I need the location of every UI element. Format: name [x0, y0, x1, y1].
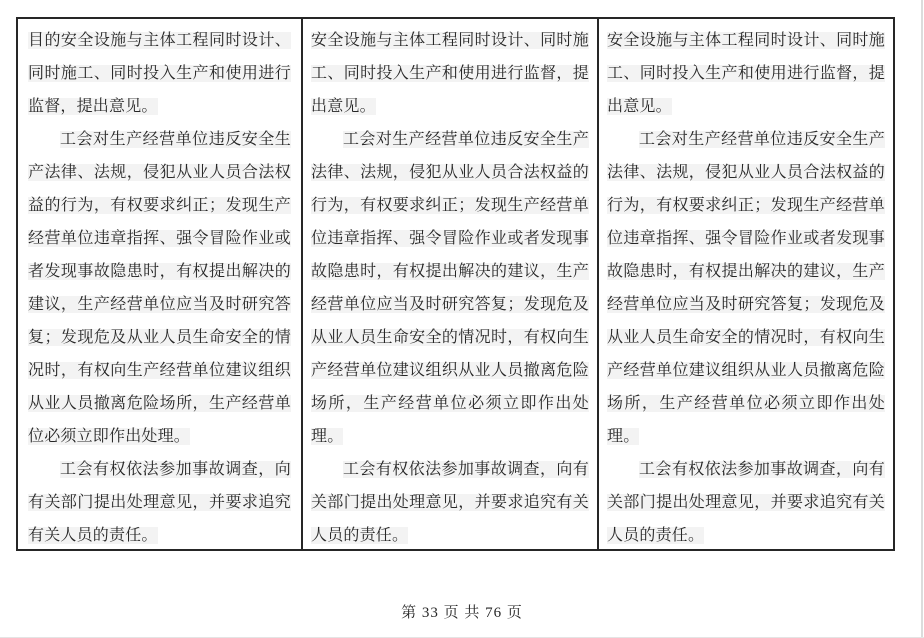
page-number-text: 第 33 页 共 76 页: [401, 605, 523, 621]
paragraph: [311, 123, 589, 453]
paragraph: [28, 453, 291, 549]
paragraph: [607, 24, 885, 123]
paragraph-text: 工会有权依法参加事故调查，向有关部门提出处理意见，并要求追究有关人员的责任。: [28, 461, 291, 544]
paragraph-text: 安全设施与主体工程同时设计、同时施工、同时投入生产和使用进行监督，提出意见。: [607, 32, 885, 115]
page-footer: [0, 601, 924, 622]
table-cell-right: [597, 19, 893, 549]
paragraph-text: 工会对生产经营单位违反安全生产法律、法规，侵犯从业人员合法权益的行为，有权要求纠正；发现生产经营单位违章指挥、强令冒险作业或者发现事故隐患时，有权提出解决的建议，生产经营单位应当及时研究答复；发现危及从业人员生命安全的情况时，有权向生产经营单位建议组织从业人员撤离危险场所，生产经营单位必须立即作出处理。: [28, 131, 291, 445]
paragraph: [28, 123, 291, 453]
paragraph: [28, 24, 291, 123]
paragraph-text: 工会对生产经营单位违反安全生产法律、法规，侵犯从业人员合法权益的行为，有权要求纠正；发现生产经营单位违章指挥、强令冒险作业或者发现事故隐患时，有权提出解决的建议，生产经营单位应当及时研究答复；发现危及从业人员生命安全的情况时，有权向生产经营单位建议组织从业人员撤离危险场所，生产经营单位必须立即作出处理。: [311, 131, 589, 445]
table-cell-middle: [301, 19, 597, 549]
paragraph: [607, 453, 885, 549]
document-table: [16, 17, 895, 551]
paragraph-text: 目的安全设施与主体工程同时设计、同时施工、同时投入生产和使用进行监督，提出意见。: [28, 32, 291, 115]
paragraph: [311, 24, 589, 123]
paragraph-text: 工会对生产经营单位违反安全生产法律、法规，侵犯从业人员合法权益的行为，有权要求纠正；发现生产经营单位违章指挥、强令冒险作业或者发现事故隐患时，有权提出解决的建议，生产经营单位应当及时研究答复；发现危及从业人员生命安全的情况时，有权向生产经营单位建议组织从业人员撤离危险场所，生产经营单位必须立即作出处理。: [607, 131, 885, 445]
page-edge-right: [921, 0, 923, 638]
paragraph: [607, 123, 885, 453]
paragraph: [311, 453, 589, 549]
table-cell-left: [18, 19, 301, 549]
paragraph-text: 工会有权依法参加事故调查，向有关部门提出处理意见，并要求追究有关人员的责任。: [607, 461, 885, 544]
paragraph-text: 工会有权依法参加事故调查，向有关部门提出处理意见，并要求追究有关人员的责任。: [311, 461, 589, 544]
paragraph-text: 安全设施与主体工程同时设计、同时施工、同时投入生产和使用进行监督，提出意见。: [311, 32, 589, 115]
